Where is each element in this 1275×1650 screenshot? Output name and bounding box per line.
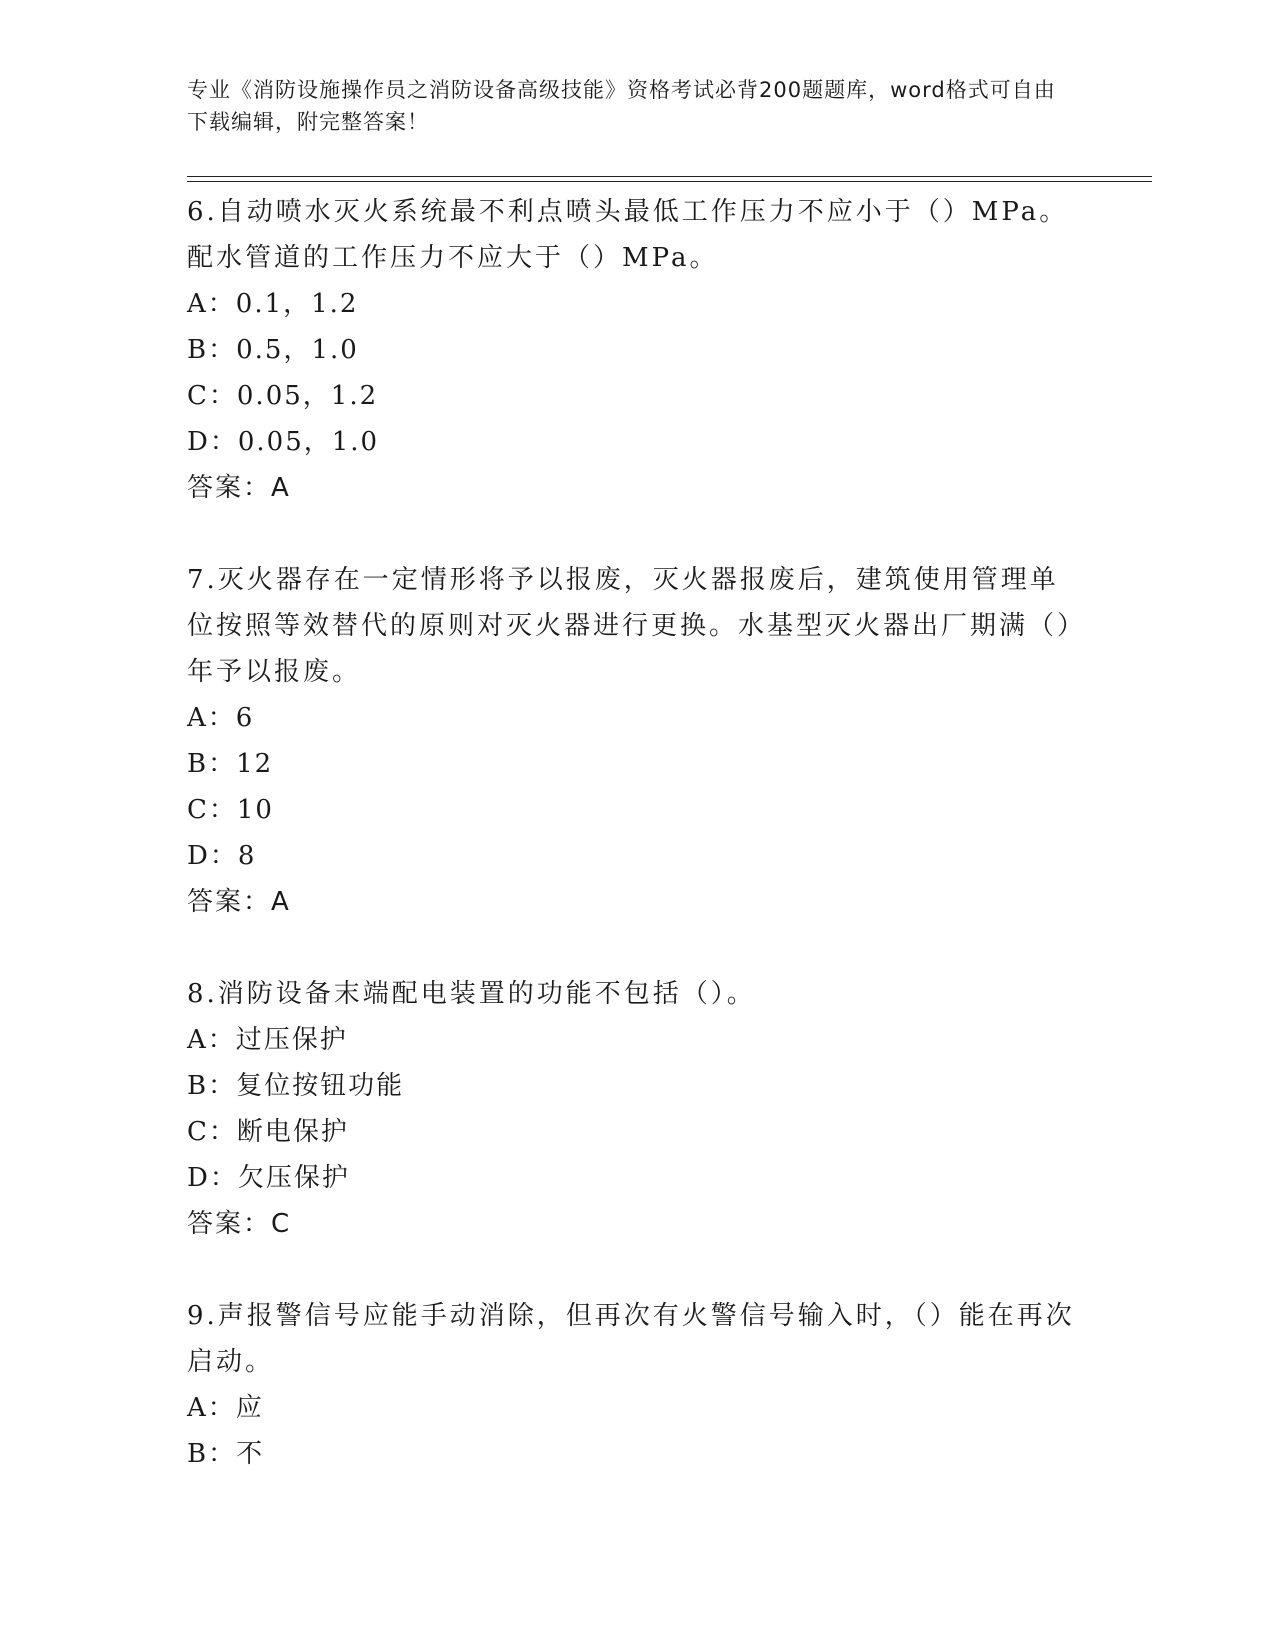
answer: 答案：A — [187, 473, 291, 503]
question-9 — [187, 1293, 1077, 1477]
option-b: B：12 — [187, 749, 274, 779]
question-6 — [187, 189, 1077, 511]
option-d: D：8 — [187, 841, 257, 871]
question-text: 8.消防设备末端配电装置的功能不包括（）。 — [187, 979, 756, 1009]
option-b: B：0.5，1.0 — [187, 335, 359, 365]
option-a: A：应 — [187, 1393, 264, 1423]
header-divider-bottom — [187, 181, 1152, 182]
option-c: C：0.05，1.2 — [187, 381, 379, 411]
option-b: B：不 — [187, 1439, 265, 1469]
option-a: A：6 — [187, 703, 255, 733]
option-b: B：复位按钮功能 — [187, 1071, 405, 1101]
option-d: D：0.05，1.0 — [187, 427, 380, 457]
option-c: C：10 — [187, 795, 274, 825]
option-d: D：欠压保护 — [187, 1163, 350, 1193]
option-a: A：过压保护 — [187, 1025, 348, 1055]
question-text: 7.灭火器存在一定情形将予以报废，灭火器报废后，建筑使用管理单位按照等效替代的原则对灭火器进行更换。水基型灭火器出厂期满（）年予以报废。 — [187, 565, 1074, 687]
question-text: 9.声报警信号应能手动消除，但再次有火警信号输入时，（）能在再次启动。 — [187, 1301, 1075, 1377]
question-text: 6.自动喷水灭火系统最不利点喷头最低工作压力不应小于（）MPa。配水管道的工作压力不应大于（）MPa。 — [187, 197, 1069, 273]
header-divider-top — [187, 176, 1152, 177]
answer: 答案：A — [187, 887, 291, 917]
document-intro: 专业《消防设施操作员之消防设备高级技能》资格考试必背200题题库，word格式可自由下载编辑，附完整答案！ — [187, 78, 1056, 134]
option-a: A：0.1，1.2 — [187, 289, 359, 319]
answer: 答案：C — [187, 1209, 292, 1239]
question-8 — [187, 971, 1077, 1247]
question-list — [187, 189, 1077, 1523]
option-c: C：断电保护 — [187, 1117, 349, 1147]
question-7 — [187, 557, 1077, 925]
